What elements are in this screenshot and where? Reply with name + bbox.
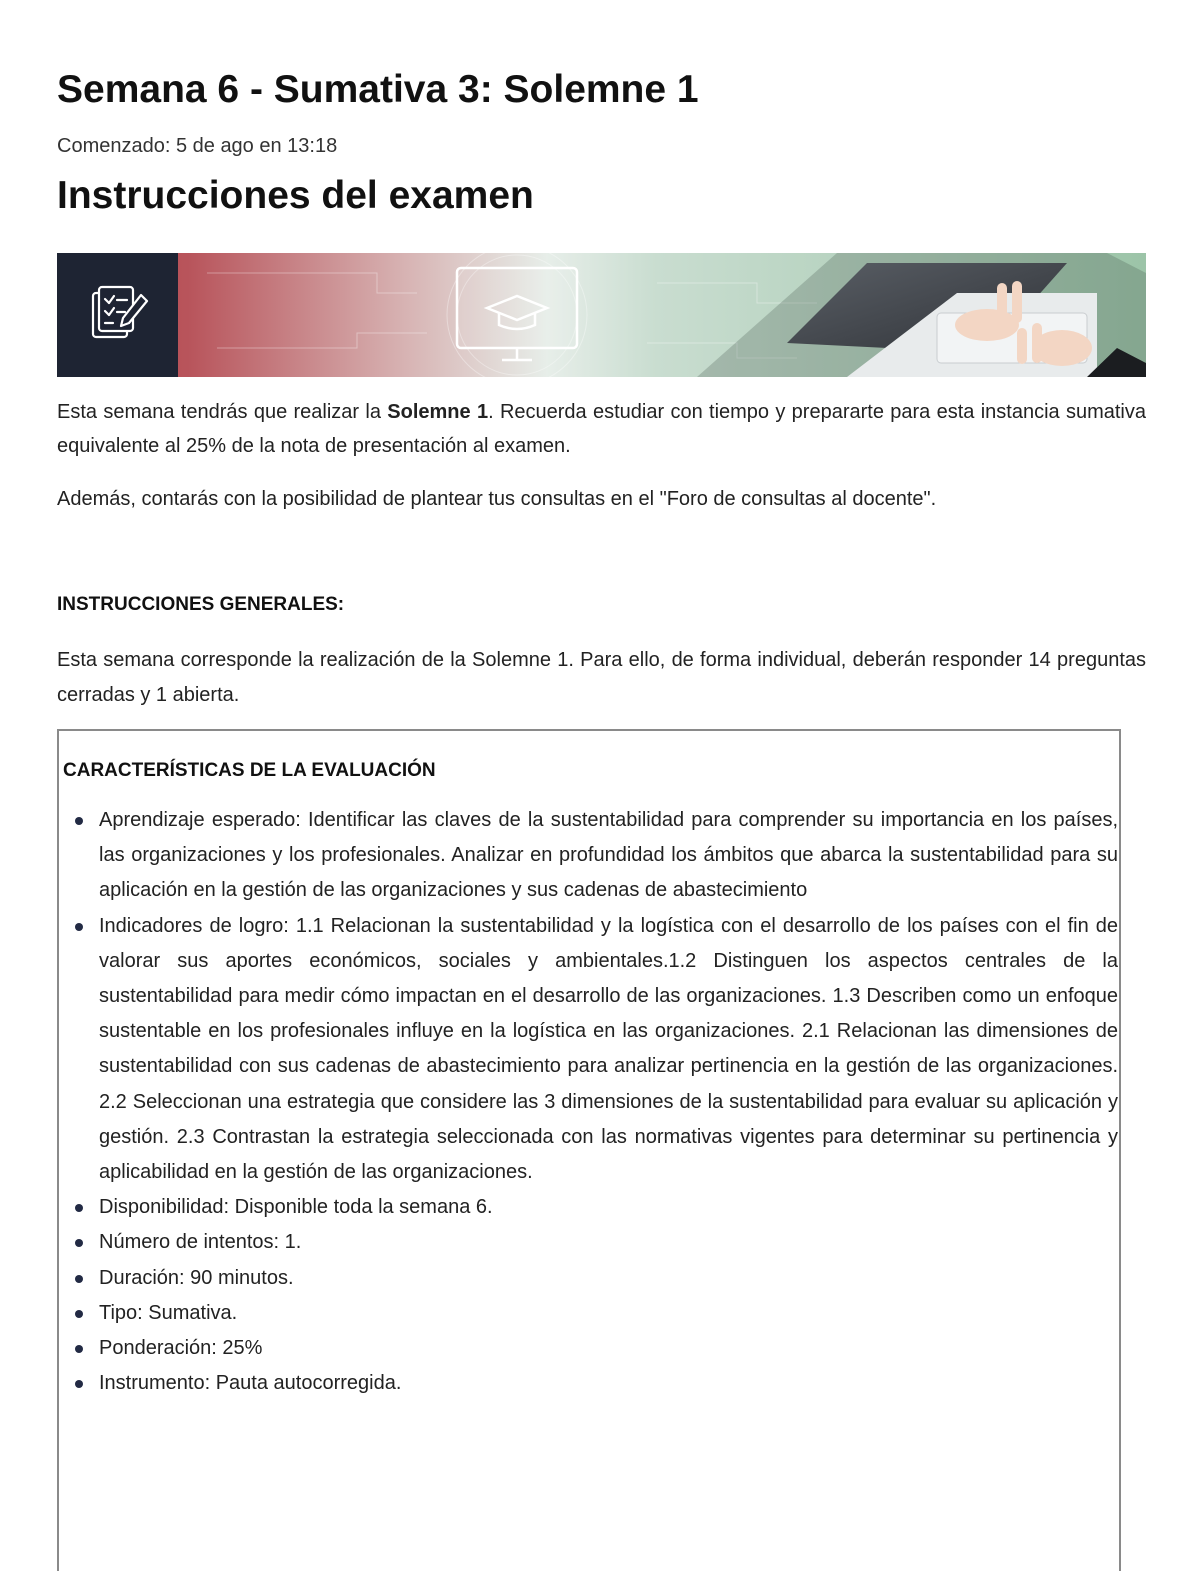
- bullet-icon: [75, 1239, 83, 1247]
- intro-paragraph: [57, 395, 1146, 463]
- instructions-heading: Instrucciones del examen: [57, 174, 534, 217]
- evaluation-title: CARACTERÍSTICAS DE LA EVALUACIÓN: [63, 760, 436, 781]
- general-instructions-text: Esta semana corresponde la realización de la Solemne 1. Para ello, de forma individual, deberán responder 14 preguntas cerradas y 1 abierta.: [57, 649, 1146, 706]
- bullet-icon: [75, 1204, 83, 1212]
- list-item: [73, 1225, 1118, 1260]
- intro-text-1: Esta semana tendrás que realizar la: [57, 401, 388, 423]
- evaluation-characteristics-box: [57, 729, 1121, 1571]
- bullet-icon: [75, 1345, 83, 1353]
- list-item: [73, 1190, 1118, 1225]
- exam-banner-image: [57, 253, 1146, 377]
- forum-paragraph: Además, contarás con la posibilidad de plantear tus consultas en el "Foro de consultas al docente".: [57, 488, 937, 510]
- list-item: [73, 803, 1118, 909]
- list-item-text: Aprendizaje esperado: Identificar las claves de la sustentabilidad para comprender su importancia en los países, las organizaciones y los profesionales. Analizar en profundidad los ámbitos que abarca la sustentabilidad para su aplicación en la gestión de las organizaciones y sus cadenas de abastecimiento: [99, 809, 1118, 902]
- bullet-icon: [75, 1275, 83, 1283]
- bullet-icon: [75, 817, 83, 825]
- list-item-text: Instrumento: Pauta autocorregida.: [99, 1372, 402, 1395]
- list-item: [73, 909, 1118, 1191]
- bullet-icon: [75, 923, 83, 931]
- intro-text-2: . Recuerda estudiar con tiempo y prepararte para esta instancia sumativa equivalente al 25% de la nota de presentación al examen.: [57, 401, 1146, 457]
- started-timestamp: Comenzado: 5 de ago en 13:18: [57, 135, 338, 157]
- list-item-text: Ponderación: 25%: [99, 1337, 263, 1360]
- list-item-text: Duración: 90 minutos.: [99, 1266, 294, 1289]
- evaluation-list: [73, 803, 1118, 1401]
- bullet-icon: [75, 1310, 83, 1318]
- page-title: Semana 6 - Sumativa 3: Solemne 1: [57, 68, 699, 111]
- list-item: [73, 1366, 1118, 1401]
- list-item-text: Disponibilidad: Disponible toda la semana 6.: [99, 1196, 493, 1219]
- list-item-text: Indicadores de logro: 1.1 Relacionan la sustentabilidad y la logística con el desarrollo de los países con el fin de valorar sus aportes económicos, sociales y ambientales.1.2 Distinguen los aspectos centrales de la sustentabilidad para medir cómo impactan en el desarrollo de las organizaciones. 1.3 Describen como un enfoque sustentable en los profesionales influye en la logística en las organizaciones. 2.1 Relacionan las dimensiones de sustentabilidad con sus cadenas de abastecimiento para analizar pertinencia en la gestión de las organizaciones. 2.2 Seleccionan una estrategia que considere las 3 dimensiones de la sustentabilidad para evaluar su aplicación y gestión. 2.3 Contrastan la estrategia seleccionada con las normativas vigentes para determinar su pertinencia y aplicabilidad en la gestión de las organizaciones.: [99, 914, 1118, 1184]
- list-item-text: Tipo: Sumativa.: [99, 1301, 238, 1324]
- list-item: [73, 1296, 1118, 1331]
- list-item: [73, 1261, 1118, 1296]
- list-item-text: Número de intentos: 1.: [99, 1231, 302, 1254]
- general-instructions-title: INSTRUCCIONES GENERALES:: [57, 594, 345, 615]
- bullet-icon: [75, 1380, 83, 1388]
- monitor-graduation-cap-icon: [457, 268, 577, 360]
- list-item: [73, 1331, 1118, 1366]
- intro-bold-solemne: Solemne 1: [387, 401, 489, 423]
